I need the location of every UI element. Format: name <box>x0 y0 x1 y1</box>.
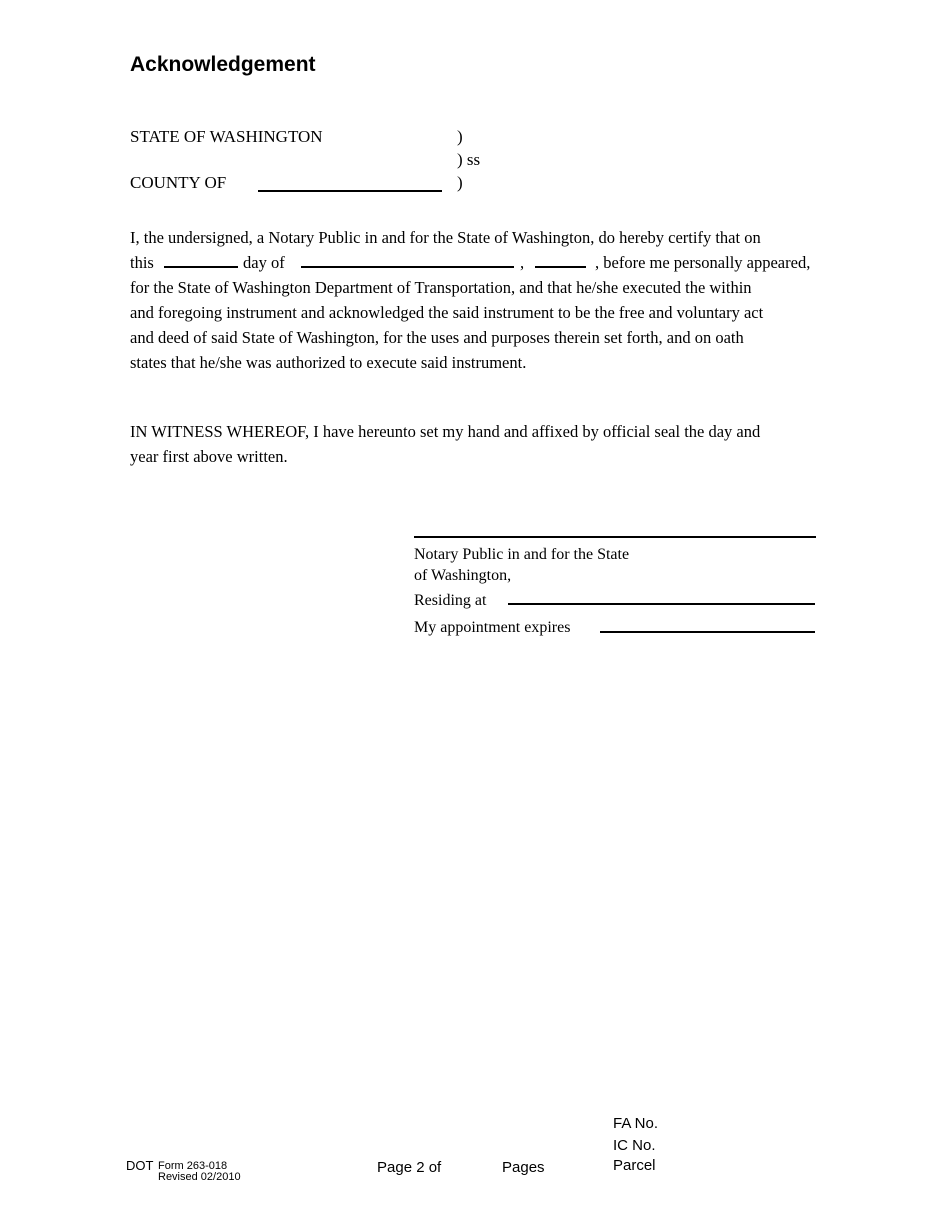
county-label: COUNTY OF <box>130 173 227 192</box>
appointment-expires-blank-field[interactable] <box>600 631 815 633</box>
certification-line-4: and foregoing instrument and acknowledged the said instrument to be the free and voluntary act <box>130 303 764 322</box>
year-blank-field[interactable] <box>535 266 586 268</box>
footer-page-of: Page 2 of <box>377 1159 442 1176</box>
witness-line-2: year first above written. <box>130 447 288 466</box>
venue-paren-top: ) <box>457 127 463 146</box>
appointment-expires-label: My appointment expires <box>414 619 571 636</box>
witness-line-1: IN WITNESS WHEREOF, I have hereunto set my hand and affixed by official seal the day and <box>130 422 761 441</box>
day-blank-field[interactable] <box>164 266 238 268</box>
certification-comma: , <box>520 253 525 272</box>
certification-day-of: day of <box>243 253 285 272</box>
notary-signature-line[interactable] <box>414 536 816 538</box>
certification-line-1: I, the undersigned, a Notary Public in and for the State of Washington, do hereby certify that on <box>130 228 761 247</box>
county-blank-field[interactable] <box>258 190 442 192</box>
footer-pages: Pages <box>502 1159 545 1176</box>
state-label: STATE OF WASHINGTON <box>130 127 323 146</box>
footer-form-number: Form 263-018 <box>158 1160 228 1172</box>
notary-title-line-2: of Washington, <box>414 567 512 584</box>
venue-paren-ss: ) ss <box>457 150 481 169</box>
witness-paragraph <box>130 419 830 469</box>
month-blank-field[interactable] <box>301 266 514 268</box>
venue-paren-bottom: ) <box>457 173 463 192</box>
certification-before-me: , before me personally appeared, <box>595 253 811 272</box>
footer-parcel: Parcel <box>613 1157 656 1174</box>
footer-revised-date: Revised 02/2010 <box>158 1171 241 1183</box>
page-title: Acknowledgement <box>130 53 316 76</box>
residing-at-label: Residing at <box>414 592 487 609</box>
footer-ic-no: IC No. <box>613 1137 656 1154</box>
notary-title-line-1: Notary Public in and for the State <box>414 546 630 563</box>
certification-this: this <box>130 253 154 272</box>
certification-line-5: and deed of said State of Washington, for the uses and purposes therein set forth, and on oath <box>130 328 744 347</box>
residing-at-blank-field[interactable] <box>508 603 815 605</box>
footer-dot: DOT <box>126 1158 154 1173</box>
certification-line-6: states that he/she was authorized to execute said instrument. <box>130 353 527 372</box>
certification-line-3: for the State of Washington Department of Transportation, and that he/she executed the within <box>130 278 752 297</box>
footer-fa-no: FA No. <box>613 1115 659 1132</box>
certification-paragraph <box>130 225 830 375</box>
